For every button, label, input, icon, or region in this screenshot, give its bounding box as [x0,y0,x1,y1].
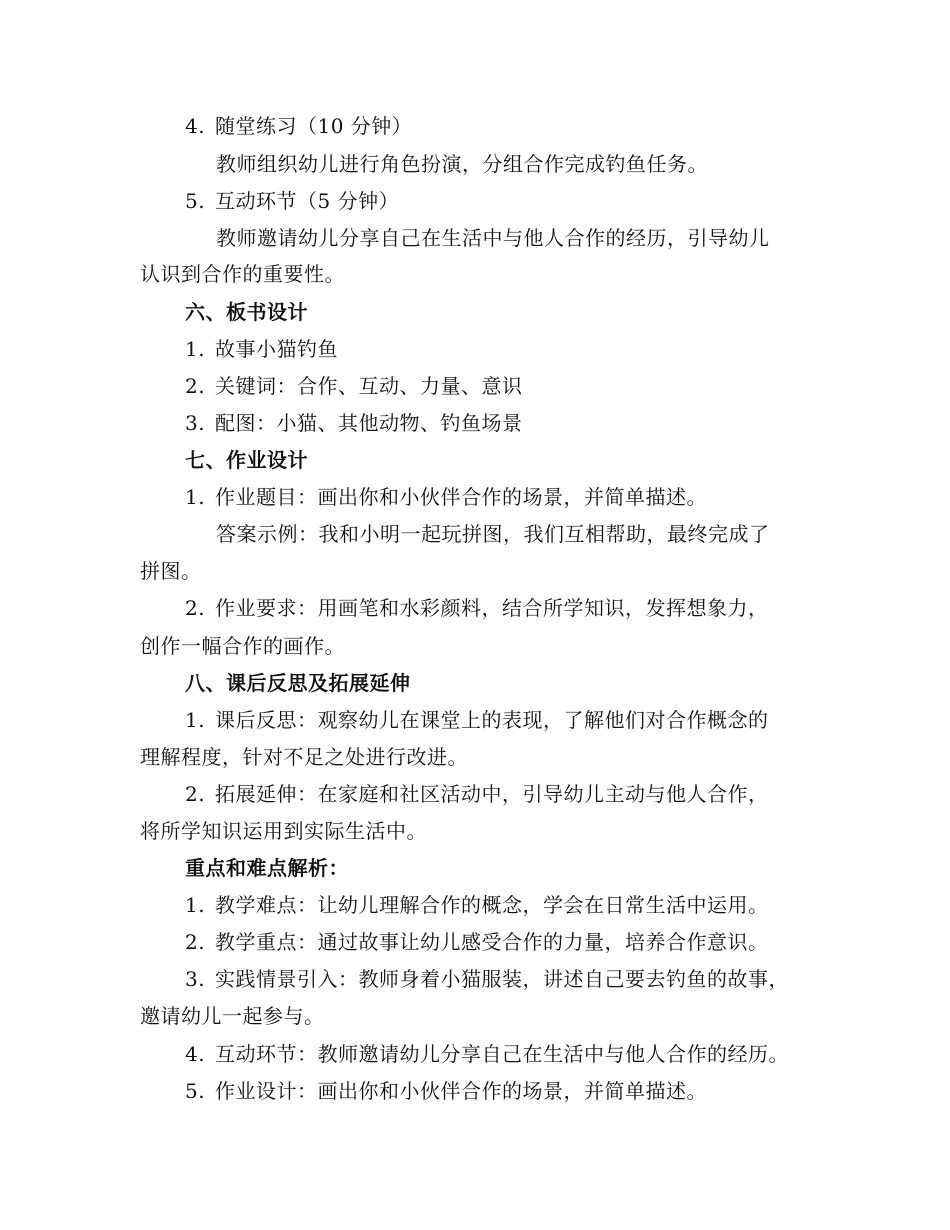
list-number: 1. [185,337,206,361]
list-item [0,927,950,957]
list-item [0,186,950,216]
paragraph-text: 理解程度，针对不足之处进行改进。 [140,745,468,769]
paragraph-text: 邀请幼儿一起参与。 [140,1004,325,1028]
list-item [0,1039,950,1069]
section-heading [0,445,950,475]
list-item-text: 实践情景引入：教师身着小猫服装，讲述自己要去钓鱼的故事， [215,967,789,991]
list-item-text: 互动环节：教师邀请幼儿分享自己在生活中与他人合作的经历。 [215,1042,789,1066]
section-heading-text: 八、课后反思及拓展延伸 [185,671,411,695]
paragraph-continuation [0,1001,950,1031]
section-heading-text: 重点和难点解析： [185,856,349,880]
paragraph [0,149,950,179]
list-number: 4. [185,114,206,138]
paragraph-continuation [0,816,950,846]
section-heading [0,853,950,883]
list-item-text: 教学难点：让幼儿理解合作的概念，学会在日常生活中运用。 [215,893,769,917]
section-heading [0,297,950,327]
list-item-text: 随堂练习（10 分钟） [215,114,413,138]
list-item-text: 配图：小猫、其他动物、钓鱼场景 [215,411,523,435]
list-number: 2. [185,596,206,620]
list-number: 1. [185,893,206,917]
paragraph [0,519,950,549]
list-item-text: 作业要求：用画笔和水彩颜料，结合所学知识，发挥想象力， [215,596,769,620]
list-item-text: 故事小猫钓鱼 [215,337,338,361]
paragraph-text: 拼图。 [140,559,202,583]
list-item [0,705,950,735]
paragraph-text: 认识到合作的重要性。 [140,262,345,286]
list-item [0,111,950,141]
list-number: 1. [185,708,206,732]
list-item-text: 作业题目：画出你和小伙伴合作的场景，并简单描述。 [215,485,707,509]
list-number: 5. [185,1079,206,1103]
list-item-text: 拓展延伸：在家庭和社区活动中，引导幼儿主动与他人合作， [215,782,769,806]
paragraph-continuation [0,742,950,772]
paragraph-text: 教师组织幼儿进行角色扮演，分组合作完成钓鱼任务。 [216,152,708,176]
list-number: 2. [185,782,206,806]
list-item [0,779,950,809]
list-item [0,371,950,401]
section-heading-text: 七、作业设计 [185,448,308,472]
paragraph-text: 将所学知识运用到实际生活中。 [140,819,427,843]
list-number: 3. [185,967,206,991]
list-item-text: 关键词：合作、互动、力量、意识 [215,374,523,398]
list-item-text: 作业设计：画出你和小伙伴合作的场景，并简单描述。 [215,1079,707,1103]
list-item [0,482,950,512]
list-number: 5. [185,189,206,213]
paragraph-text: 创作一幅合作的画作。 [140,634,345,658]
paragraph-continuation [0,259,950,289]
paragraph-continuation [0,631,950,661]
list-number: 1. [185,485,206,509]
section-heading-text: 六、板书设计 [185,300,308,324]
list-item [0,890,950,920]
list-item [0,334,950,364]
list-item [0,1076,950,1106]
list-item-text: 互动环节（5 分钟） [215,189,400,213]
list-number: 2. [185,930,206,954]
list-item [0,408,950,438]
list-item-text: 课后反思：观察幼儿在课堂上的表现，了解他们对合作概念的 [215,708,769,732]
paragraph [0,223,950,253]
list-item-text: 教学重点：通过故事让幼儿感受合作的力量，培养合作意识。 [215,930,769,954]
list-item [0,593,950,623]
section-heading [0,668,950,698]
list-item [0,964,950,994]
paragraph-text: 答案示例：我和小明一起玩拼图，我们互相帮助，最终完成了 [216,522,770,546]
list-number: 4. [185,1042,206,1066]
paragraph-text: 教师邀请幼儿分享自己在生活中与他人合作的经历，引导幼儿 [216,226,770,250]
paragraph-continuation [0,556,950,586]
list-number: 2. [185,374,206,398]
list-number: 3. [185,411,206,435]
